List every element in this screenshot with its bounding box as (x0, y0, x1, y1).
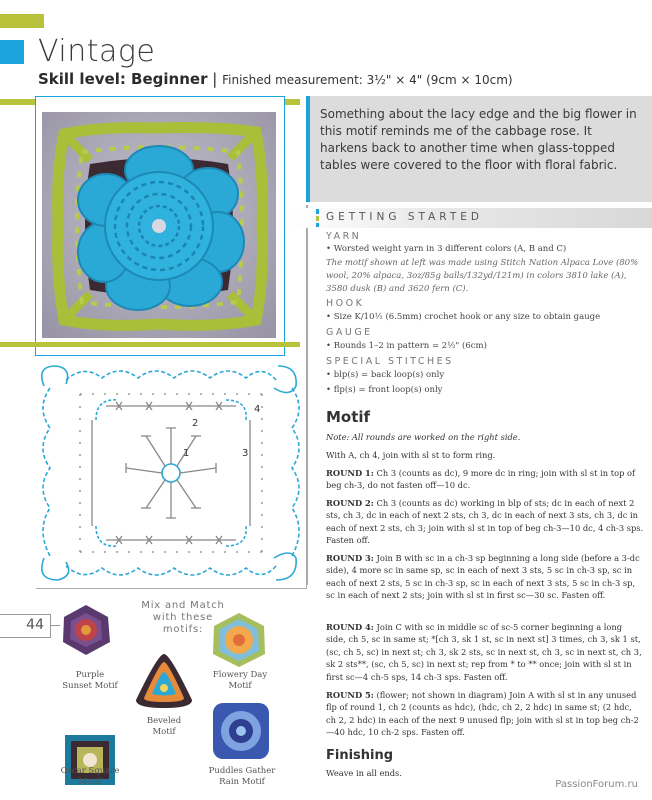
caption-line: Purple (75, 670, 105, 680)
round-text: Join B with sc in a ch-3 sp beginning a long side (before a 3-dc side), 4 more sc in same sp, sc in each of next 3 sts, 5 sc in ch-3 sp, sc in each of next 2 sts, 5 sc in ch-3 sp, sc in each of next 3 sts, 5 sc in ch-3 sp, sc in each of next 2 sts; join with sl st in first sc—30 sc. Fasten off. (326, 553, 640, 601)
intro-accent-bar (306, 96, 310, 202)
gauge-bullet: • Rounds 1–2 in pattern = 2½" (6cm) (326, 341, 487, 351)
diagram-label-1: 1 (183, 448, 190, 459)
caption-line: Motif (78, 777, 102, 787)
puddles-gather-motif-thumb (212, 702, 270, 760)
beveled-caption (124, 716, 204, 738)
subtitle-separator: | (212, 70, 218, 88)
caption-line: Motif (152, 727, 176, 737)
gauge-heading: GAUGE (326, 327, 373, 338)
round-1 (326, 467, 644, 492)
section-marker (316, 209, 319, 214)
yarn-bullet: • Worsted weight yarn in 3 different colors (A, B and C) (326, 244, 567, 254)
round-label: ROUND 1: (326, 468, 374, 478)
finished-measurement: Finished measurement: 3½" × 4" (9cm × 10cm) (222, 73, 513, 87)
round-text: Ch 3 (counts as dc), 9 more dc in ring; join with sl st in top of beg ch-3, do not fasten off—10 dc. (326, 468, 636, 491)
watermark: PassionForum.ru (555, 779, 638, 790)
caption-line: Puddles Gather (208, 766, 276, 776)
caption-line: Sunset Motif (62, 681, 118, 691)
diagram-label-2: 2 (192, 418, 199, 429)
diagram-label-4: 4 (254, 404, 261, 415)
oscar-square-caption (50, 766, 130, 788)
diagram-label-3: 3 (242, 448, 249, 459)
olive-divider-bottom (0, 342, 300, 347)
round-text: Ch 3 (counts as dc) working in blp of sts; dc in each of next 2 sts, ch 3, dc in each of next 2 sts, ch 3, dc in each of next 3 sts, ch 3, dc in each of next 2 sts, ch 3; join with sl st in top of beg ch-3—10 dc, 4 ch-3 sps. Fasten off. (326, 498, 644, 546)
yarn-note: The motif shown at left was made using Stitch Nation Alpaca Love (80% wool, 20% alpaca, 3oz/85g balls/132yd/121m) in colors 3810 lake (A), 3580 dusk (B) and 3620 fern (C). (326, 258, 639, 294)
round-5 (326, 689, 644, 739)
getting-started-title: GETTING STARTED (326, 211, 483, 223)
flowery-day-motif-thumb (210, 612, 268, 668)
round-label: ROUND 3: (326, 553, 374, 563)
yarn-heading: YARN (326, 231, 362, 242)
stitch-diagram (36, 358, 307, 589)
motif-photo (42, 112, 276, 338)
section-marker (316, 216, 319, 221)
mix-match-line2: with these (152, 612, 214, 623)
page-number-box (0, 614, 51, 638)
page-title: Vintage (38, 34, 156, 69)
hook-heading: HOOK (326, 298, 365, 309)
crochet-motif-image (42, 112, 276, 338)
round-label: ROUND 2: (326, 498, 374, 508)
motif-note: Note: All rounds are worked on the right side. (326, 432, 521, 442)
stitch-diagram-svg (36, 358, 306, 588)
purple-sunset-caption (50, 670, 130, 692)
round-3 (326, 552, 644, 602)
caption-line: Motif (228, 681, 252, 691)
caption-line: Oscar Square (60, 766, 120, 776)
special-stitch-blp: • blp(s) = back loop(s) only (326, 370, 445, 380)
intro-text: Something about the lacy edge and the big flower in this motif reminds me of the cabbage rose. It harkens back to another time when glass-topped tables were covered to the floor with floral fabric. (320, 107, 637, 172)
subtitle (38, 70, 513, 88)
special-stitch-flp: • flp(s) = front loop(s) only (326, 385, 443, 395)
caption-line: Beveled (146, 716, 182, 726)
puddles-gather-caption (200, 766, 284, 788)
purple-sunset-motif-thumb (60, 604, 112, 656)
special-stitches-heading: SPECIAL STITCHES (326, 356, 454, 367)
round-label: ROUND 5: (326, 690, 374, 700)
decorative-square (0, 40, 24, 64)
round-4 (326, 621, 644, 683)
caption-line: Rain Motif (219, 777, 265, 787)
skill-level: Skill level: Beginner (38, 70, 208, 88)
mix-match-line1: Mix and Match (141, 600, 225, 611)
flowery-day-caption (200, 670, 280, 692)
motif-start: With A, ch 4, join with sl st to form ring. (326, 450, 496, 460)
round-text: (flower; not shown in diagram) Join A with sl st in any unused flp of round 1, ch 2 (counts as hdc), (hdc, ch 2, 2 hdc) in same st; (2 hdc, ch 2, 2 hdc) in each of the next 9 unused flp; join with sl st in top beg ch-2—40 hdc, 10 ch-2 sps. Fasten off. (326, 690, 639, 738)
finishing-heading: Finishing (326, 748, 394, 763)
finishing-text: Weave in all ends. (326, 768, 402, 778)
beveled-motif-thumb (134, 652, 194, 710)
round-2 (326, 497, 644, 547)
page-number-rule (50, 625, 60, 626)
mix-match-line3: motifs: (162, 624, 204, 635)
section-marker (316, 223, 319, 227)
motif-heading: Motif (326, 408, 371, 426)
page-number: 44 (26, 617, 44, 633)
decorative-bar (0, 14, 44, 28)
round-label: ROUND 4: (326, 622, 374, 632)
hook-bullet: • Size K/10½ (6.5mm) crochet hook or any size to obtain gauge (326, 312, 601, 322)
caption-line: Flowery Day (212, 670, 268, 680)
round-text: Join C with sc in middle sc of sc-5 corner beginning a long side, ch 5, sc in same st; *[ch 3, sk 1 st, sc in next st] 3 times, ch 3, sk 1 st, (sc, ch 5, sc) in next st; ch 3, sk 2 sts, sc in next st, ch 3, sc in next st, ch 3, sk 2 sts**, (sc, ch 5, sc) in next st; rep from * to ** once; join with sl st in first sc—4 ch-5 sps, 14 ch-3 sps. Fasten off. (326, 622, 642, 682)
